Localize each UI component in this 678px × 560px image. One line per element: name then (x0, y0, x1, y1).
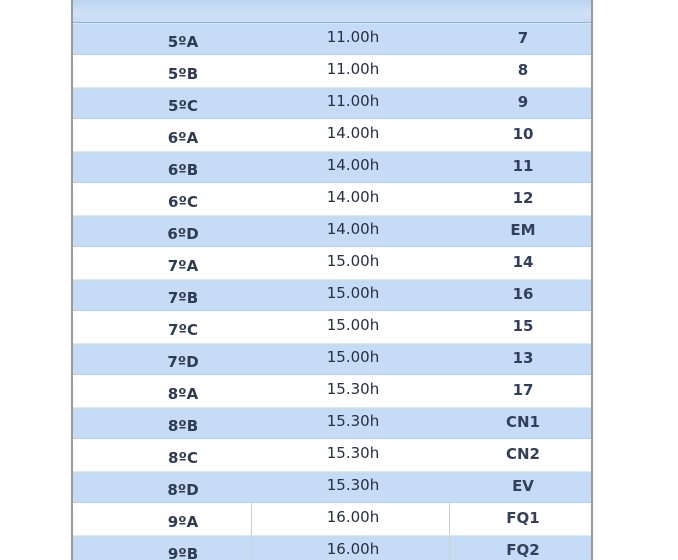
time-cell: 15.00h (326, 316, 380, 334)
room-cell: 17 (512, 381, 534, 399)
class-cell: 9ºA (167, 513, 199, 531)
table-row (73, 471, 591, 503)
table-row (73, 343, 591, 375)
time-cell: 14.00h (326, 220, 380, 238)
class-cell: 6ºA (167, 129, 199, 147)
time-cell: 15.00h (326, 284, 380, 302)
table-header-band (73, 0, 591, 23)
table-row (73, 183, 591, 215)
time-cell: 16.00h (326, 508, 380, 526)
table-row (73, 23, 591, 55)
time-cell: 15.30h (326, 476, 380, 494)
room-cell: EM (510, 221, 536, 239)
column-divider (449, 536, 450, 560)
class-cell: 7ºD (167, 353, 199, 371)
room-cell: 16 (512, 285, 534, 303)
class-cell: 5ºA (167, 33, 199, 51)
class-cell: 8ºC (168, 449, 198, 467)
table-row (73, 279, 591, 311)
time-cell: 11.00h (326, 92, 380, 110)
time-cell: 15.30h (326, 412, 380, 430)
time-cell: 15.00h (326, 348, 380, 366)
table-row (73, 151, 591, 183)
column-divider (251, 503, 252, 535)
table-row (73, 55, 591, 87)
table-row (73, 535, 591, 560)
table-row (73, 247, 591, 279)
room-cell: 15 (512, 317, 534, 335)
room-cell: CN2 (506, 445, 540, 463)
time-cell: 14.00h (326, 188, 380, 206)
room-cell: 11 (512, 157, 534, 175)
table-row (73, 119, 591, 151)
class-cell: 6ºC (168, 193, 198, 211)
schedule-table (71, 0, 593, 560)
room-cell: FQ2 (506, 541, 540, 559)
time-cell: 11.00h (326, 60, 380, 78)
class-cell: 6ºD (167, 225, 199, 243)
column-divider (251, 536, 252, 560)
time-cell: 15.30h (326, 444, 380, 462)
class-cell: 7ºA (167, 257, 199, 275)
time-cell: 11.00h (326, 28, 380, 46)
class-cell: 9ºB (167, 545, 199, 560)
time-cell: 16.00h (326, 540, 380, 558)
room-cell: 8 (517, 61, 529, 79)
table-row (73, 215, 591, 247)
room-cell: CN1 (506, 413, 540, 431)
class-cell: 8ºB (167, 417, 199, 435)
room-cell: 10 (512, 125, 534, 143)
class-cell: 8ºA (167, 385, 199, 403)
table-body (73, 23, 591, 560)
class-cell: 8ºD (167, 481, 199, 499)
time-cell: 15.00h (326, 252, 380, 270)
room-cell: 12 (512, 189, 534, 207)
table-row (73, 439, 591, 471)
table-row (73, 375, 591, 407)
time-cell: 14.00h (326, 124, 380, 142)
class-cell: 5ºC (168, 97, 198, 115)
class-cell: 5ºB (167, 65, 199, 83)
room-cell: 7 (517, 29, 529, 47)
table-row (73, 503, 591, 535)
room-cell: EV (512, 477, 534, 495)
room-cell: 14 (512, 253, 534, 271)
column-divider (449, 503, 450, 535)
table-row (73, 311, 591, 343)
time-cell: 14.00h (326, 156, 380, 174)
time-cell: 15.30h (326, 380, 380, 398)
room-cell: 13 (512, 349, 534, 367)
class-cell: 7ºC (168, 321, 198, 339)
room-cell: 9 (517, 93, 529, 111)
class-cell: 7ºB (167, 289, 199, 307)
class-cell: 6ºB (167, 161, 199, 179)
room-cell: FQ1 (506, 509, 540, 527)
table-row (73, 407, 591, 439)
table-row (73, 87, 591, 119)
